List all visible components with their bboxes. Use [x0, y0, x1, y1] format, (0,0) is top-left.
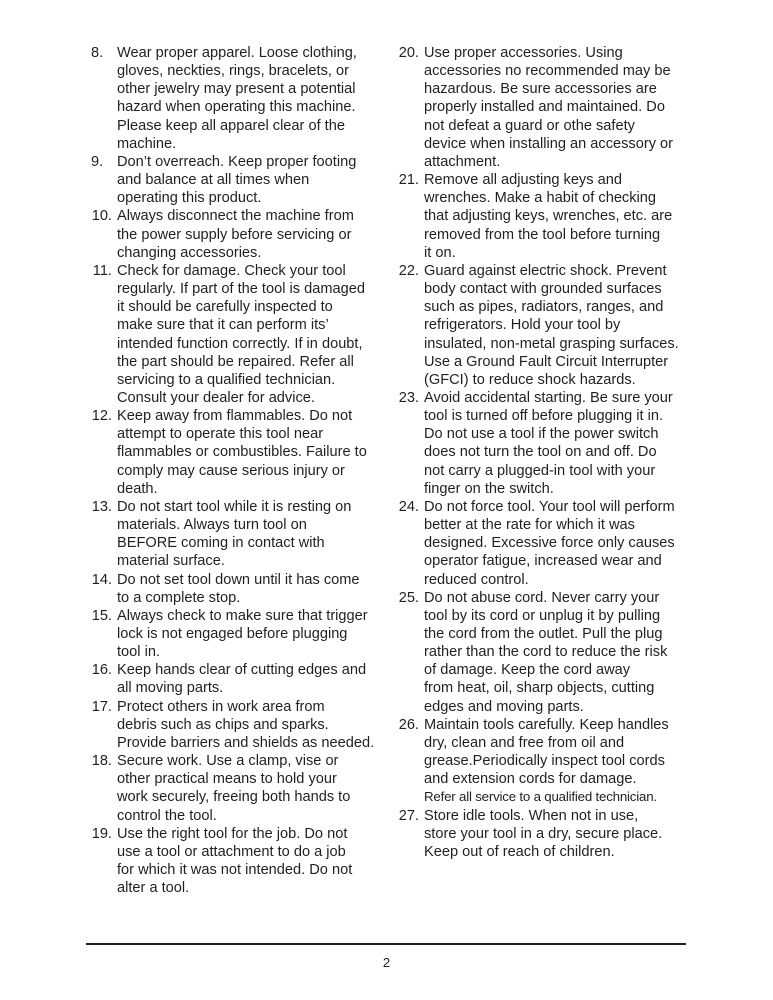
- rule-text: [117, 262, 386, 407]
- rule-number: 16.: [91, 662, 112, 679]
- rule-text-line: Use the right tool for the job. Do not: [117, 825, 348, 842]
- rule-text-line: from heat, oil, sharp objects, cutting: [424, 680, 655, 697]
- rule-text-line: Store idle tools. When not in use,: [424, 807, 639, 824]
- rule-text-line: accessories no recommended may be: [424, 63, 671, 80]
- rule-text-line: and extension cords for damage.: [424, 771, 637, 788]
- rule-text: [117, 44, 386, 153]
- rule-text-line: Use proper accessories. Using: [424, 45, 623, 61]
- rule-text: [117, 407, 386, 498]
- rule-text-line: alter a tool.: [117, 880, 190, 897]
- rule-text-line: for which it was not intended. Do not: [117, 862, 353, 879]
- rule-text-line: lock is not engaged before plugging: [117, 626, 348, 642]
- safety-rule-item: [86, 44, 386, 153]
- rule-text-line: Do not start tool while it is resting on: [117, 498, 352, 515]
- rule-number: 21.: [398, 172, 419, 189]
- rule-text-line: Refer all service to a qualified technician.: [424, 789, 657, 805]
- rule-text-line: Maintain tools carefully. Keep handles: [424, 716, 669, 733]
- rule-text: [424, 389, 693, 498]
- safety-rule-item: [86, 571, 386, 607]
- rule-text-line: not defeat a guard or othe safety: [424, 117, 635, 134]
- rule-text-line: designed. Excessive force only causes: [424, 535, 675, 552]
- safety-rule-item: [393, 716, 693, 807]
- rule-text-line: the cord from the outlet. Pull the plug: [424, 626, 663, 642]
- rule-number: 22.: [398, 262, 419, 279]
- rule-text-line: BEFORE coming in contact with: [117, 535, 325, 552]
- rule-text-line: debris such as chips and sparks.: [117, 716, 329, 733]
- rule-number: 25.: [398, 589, 419, 606]
- rule-text: [117, 571, 386, 607]
- rule-number: 24.: [398, 498, 419, 515]
- rule-text-line: all moving parts.: [117, 680, 224, 697]
- rule-text-line: properly installed and maintained. Do: [424, 99, 665, 116]
- rule-number: 17.: [91, 698, 112, 715]
- rule-text-line: tool in.: [117, 644, 160, 661]
- safety-rule-item: [393, 498, 693, 589]
- rule-text-line: and balance at all times when: [117, 172, 310, 189]
- rule-text-line: store your tool in a dry, secure place.: [424, 825, 663, 842]
- rule-number: 12.: [91, 408, 112, 425]
- safety-rule-item: [393, 44, 693, 171]
- rule-number: 19.: [91, 825, 112, 842]
- rule-text-line: the power supply before servicing or: [117, 226, 352, 243]
- rule-text-line: hazard when operating this machine.: [117, 99, 356, 116]
- rule-text-line: hazardous. Be sure accessories are: [424, 81, 657, 98]
- rule-text-line: dry, clean and free from oil and: [424, 734, 625, 751]
- rule-text-line: tool is turned off before plugging it in.: [424, 408, 664, 425]
- rule-text-line: edges and moving parts.: [424, 698, 584, 715]
- rule-text: [424, 171, 693, 262]
- rule-text-line: use a tool or attachment to do a job: [117, 843, 346, 860]
- rule-text: [424, 807, 693, 861]
- rule-text-line: Keep hands clear of cutting edges and: [117, 662, 367, 679]
- rule-text-line: control the tool.: [117, 807, 217, 824]
- rule-text: [117, 153, 386, 207]
- rule-number: 23.: [398, 389, 419, 406]
- rule-text-line: Do not set tool down until it has come: [117, 571, 360, 588]
- rule-text-line: to a complete stop.: [117, 589, 241, 606]
- left-instruction-list: [86, 44, 386, 897]
- rule-text-line: Don’t overreach. Keep proper footing: [117, 153, 357, 170]
- rule-number: 27.: [398, 807, 419, 824]
- rule-text-line: work securely, freeing both hands to: [117, 789, 351, 806]
- rule-text-line: Do not force tool. Your tool will perform: [424, 498, 675, 515]
- rule-text: [424, 716, 693, 807]
- rule-text-line: comply may cause serious injury or: [117, 462, 345, 479]
- rule-text: [117, 698, 386, 752]
- rule-text-line: operating this product.: [117, 190, 262, 207]
- rule-number: 20.: [398, 45, 419, 61]
- rule-text-line: Remove all adjusting keys and: [424, 172, 622, 189]
- rule-text-line: such as pipes, radiators, ranges, and: [424, 299, 664, 316]
- safety-rule-item: [393, 807, 693, 861]
- rule-text-line: Please keep all apparel clear of the: [117, 117, 345, 134]
- rule-text-line: Protect others in work area from: [117, 698, 325, 715]
- rule-text-line: the part should be repaired. Refer all: [117, 353, 354, 370]
- safety-rule-item: [86, 752, 386, 825]
- rule-text-line: body contact with grounded surfaces: [424, 281, 662, 298]
- rule-text: [117, 752, 386, 825]
- rule-number: 26.: [398, 716, 419, 733]
- rule-text-line: attempt to operate this tool near: [117, 426, 324, 443]
- rule-text-line: that adjusting keys, wrenches, etc. are: [424, 208, 673, 225]
- rule-text-line: Always disconnect the machine from: [117, 208, 354, 225]
- rule-text: [424, 44, 693, 171]
- rule-text-line: it on.: [424, 244, 456, 261]
- rule-text-line: other jewelry may present a potential: [117, 81, 356, 98]
- rule-text: [117, 498, 386, 571]
- rule-text-line: servicing to a qualified technician.: [117, 371, 336, 388]
- safety-rule-item: [86, 207, 386, 261]
- rule-text-line: it should be carefully inspected to: [117, 299, 333, 316]
- rule-text-line: refrigerators. Hold your tool by: [424, 317, 621, 334]
- right-instruction-list: [393, 44, 693, 861]
- rule-text-line: make sure that it can perform its’: [117, 317, 329, 334]
- rule-text-line: attachment.: [424, 153, 501, 170]
- rule-text-line: Check for damage. Check your tool: [117, 262, 346, 279]
- rule-text-line: Always check to make sure that trigger: [117, 607, 368, 624]
- rule-text-line: better at the rate for which it was: [424, 517, 635, 534]
- rule-text-line: of damage. Keep the cord away: [424, 662, 631, 679]
- rule-text-line: (GFCI) to reduce shock hazards.: [424, 371, 636, 388]
- footer-rule: [86, 943, 686, 945]
- rule-text-line: changing accessories.: [117, 244, 262, 261]
- safety-rule-item: [86, 153, 386, 207]
- rule-text-line: Do not abuse cord. Never carry your: [424, 589, 660, 606]
- rule-text: [117, 207, 386, 261]
- rule-text-line: Wear proper apparel. Loose clothing,: [117, 45, 357, 61]
- safety-rule-item: [393, 171, 693, 262]
- rule-text-line: does not turn the tool on and off. Do: [424, 444, 657, 461]
- rule-text-line: not carry a plugged-in tool with your: [424, 462, 656, 479]
- rule-text-line: rather than the cord to reduce the risk: [424, 644, 668, 661]
- rule-text: [424, 589, 693, 716]
- rule-text-line: other practical means to hold your: [117, 771, 337, 788]
- safety-rule-item: [86, 661, 386, 697]
- rule-number: 18.: [91, 753, 112, 770]
- rule-number: 8.: [91, 45, 104, 61]
- rule-text-line: finger on the switch.: [424, 480, 554, 497]
- rule-text: [424, 498, 693, 589]
- rule-number: 14.: [91, 571, 112, 588]
- rule-text-line: Provide barriers and shields as needed.: [117, 734, 375, 751]
- rule-number: 13.: [91, 498, 112, 515]
- rule-text: [424, 262, 693, 389]
- safety-rule-item: [86, 698, 386, 752]
- rule-text-line: tool by its cord or unplug it by pulling: [424, 607, 661, 624]
- rule-text: [117, 607, 386, 661]
- rule-text-line: grease.Periodically inspect tool cords: [424, 753, 665, 770]
- rule-text-line: Guard against electric shock. Prevent: [424, 262, 667, 279]
- rule-text-line: Do not use a tool if the power switch: [424, 426, 659, 443]
- rule-text-line: Secure work. Use a clamp, vise or: [117, 753, 339, 770]
- rule-text-line: device when installing an accessory or: [424, 135, 674, 152]
- rule-text-line: Use a Ground Fault Circuit Interrupter: [424, 353, 669, 370]
- rule-text-line: intended function correctly. If in doubt,: [117, 335, 363, 352]
- rule-text-line: flammables or combustibles. Failure to: [117, 444, 367, 461]
- rule-text-line: operator fatigue, increased wear and: [424, 553, 662, 570]
- rule-text-line: reduced control.: [424, 571, 529, 588]
- safety-rule-item: [86, 498, 386, 571]
- safety-rule-item: [86, 262, 386, 407]
- rule-text-line: gloves, neckties, rings, bracelets, or: [117, 63, 349, 80]
- rule-text-line: regularly. If part of the tool is damaged: [117, 281, 365, 298]
- rule-text-line: removed from the tool before turning: [424, 226, 661, 243]
- safety-rule-item: [86, 825, 386, 898]
- rule-text-line: Keep away from flammables. Do not: [117, 408, 353, 425]
- safety-rule-item: [86, 607, 386, 661]
- rule-text-line: Keep out of reach of children.: [424, 843, 615, 860]
- rule-text-line: insulated, non-metal grasping surfaces.: [424, 335, 679, 352]
- rule-number: 15.: [91, 607, 112, 624]
- page-number: 2: [382, 955, 391, 970]
- rule-text-line: materials. Always turn tool on: [117, 517, 307, 534]
- rule-text-line: Consult your dealer for advice.: [117, 389, 315, 406]
- rule-number: 11.: [92, 262, 112, 279]
- rule-text-line: material surface.: [117, 553, 225, 570]
- rule-text: [117, 661, 386, 697]
- rule-text-line: wrenches. Make a habit of checking: [424, 190, 657, 207]
- rule-number: 10.: [91, 208, 112, 225]
- rule-number: 9.: [91, 153, 104, 170]
- safety-rule-item: [393, 262, 693, 389]
- rule-text-line: Avoid accidental starting. Be sure your: [424, 389, 673, 406]
- safety-rule-item: [393, 389, 693, 498]
- rule-text-line: machine.: [117, 135, 177, 152]
- rule-text-line: death.: [117, 480, 158, 497]
- safety-rule-item: [86, 407, 386, 498]
- rule-text: [117, 825, 386, 898]
- safety-rule-item: [393, 589, 693, 716]
